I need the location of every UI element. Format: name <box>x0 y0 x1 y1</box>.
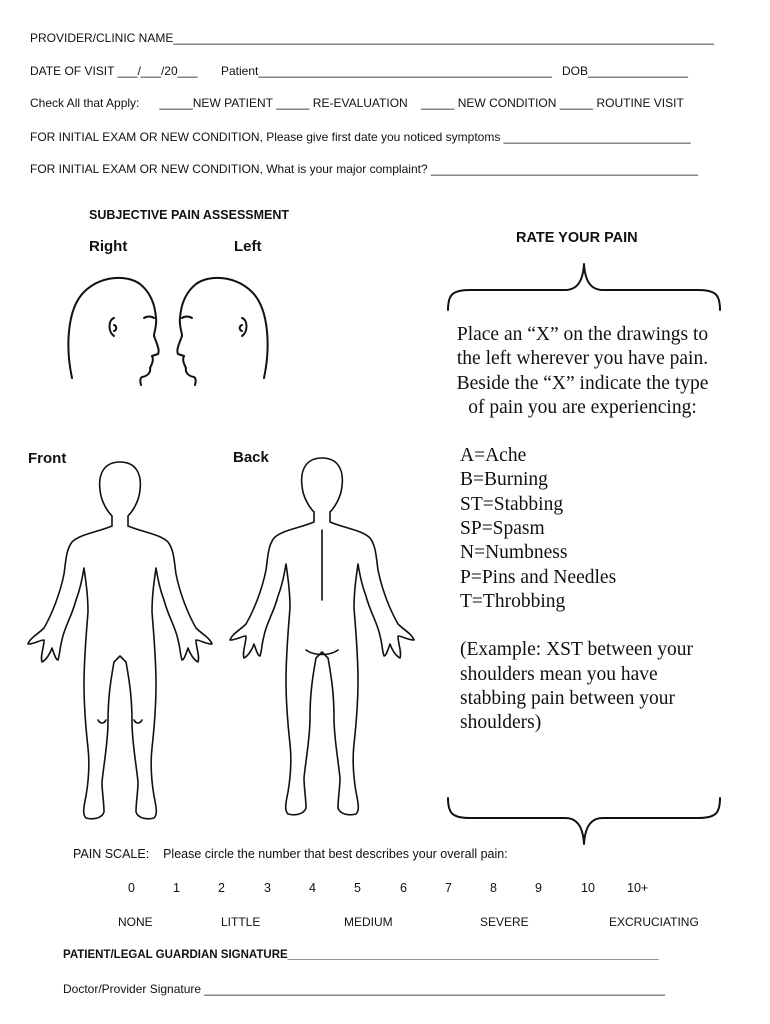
descriptor-medium: MEDIUM <box>344 915 393 929</box>
front-label: Front <box>28 450 67 467</box>
brace-top-drawing <box>448 264 720 310</box>
pain-code-spasm: SP=Spasm <box>460 518 545 540</box>
front-body-drawing <box>28 462 212 819</box>
pain-scale-1[interactable]: 1 <box>173 881 180 895</box>
major-complaint-line[interactable]: FOR INITIAL EXAM OR NEW CONDITION, What is your major complaint? ________________________________________ <box>30 162 698 176</box>
check-all-line[interactable]: Check All that Apply: _____NEW PATIENT _____ RE-EVALUATION _____ NEW CONDITION _____ ROUTINE VISIT <box>30 96 684 110</box>
pain-code-ache: A=Ache <box>460 445 527 467</box>
head-left-profile-drawing <box>177 278 267 385</box>
doctor-provider-signature-line[interactable]: Doctor/Provider Signature _____________________________________________________________________ <box>63 982 665 996</box>
pain-scale-5[interactable]: 5 <box>354 881 361 895</box>
pain-code-throbbing: T=Throbbing <box>460 590 566 612</box>
pain-type-code-list <box>440 444 725 614</box>
date-patient-dob-line[interactable]: DATE OF VISIT ___/___/20___ Patient____________________________________________ DOB_______________ <box>30 64 689 78</box>
pain-code-pins-needles: P=Pins and Needles <box>460 566 617 588</box>
rate-your-pain-title: RATE YOUR PAIN <box>516 230 638 246</box>
pain-code-stabbing: ST=Stabbing <box>460 493 564 515</box>
pain-scale-0[interactable]: 0 <box>128 881 135 895</box>
descriptor-little: LITTLE <box>221 915 261 929</box>
right-label: Right <box>89 238 128 255</box>
pain-scale-prompt: PAIN SCALE: Please circle the number that best describes your overall pain: <box>73 847 508 861</box>
pain-code-burning: B=Burning <box>460 469 548 491</box>
subjective-pain-assessment-title: SUBJECTIVE PAIN ASSESSMENT <box>89 208 290 222</box>
descriptor-severe: SEVERE <box>480 915 529 929</box>
descriptor-excruciating: EXCRUCIATING <box>609 915 699 929</box>
pain-scale-10-plus[interactable]: 10+ <box>627 881 649 895</box>
pain-scale-6[interactable]: 6 <box>400 881 407 895</box>
pain-scale-7[interactable]: 7 <box>445 881 452 895</box>
pain-scale-9[interactable]: 9 <box>535 881 542 895</box>
provider-clinic-name-line[interactable]: PROVIDER/CLINIC NAME_________________________________________________________________________________ <box>30 31 714 45</box>
pain-code-numbness: N=Numbness <box>460 542 568 564</box>
back-body-drawing <box>230 458 414 815</box>
brace-bottom-drawing <box>448 798 720 844</box>
patient-guardian-signature-line[interactable]: PATIENT/LEGAL GUARDIAN SIGNATURE__________________________________________________________ <box>63 949 659 961</box>
instructions-example: (Example: XST between your shoulders mean you have stabbing pain between your shoulders) <box>460 639 694 734</box>
pain-scale-10[interactable]: 10 <box>581 881 595 895</box>
head-right-profile-drawing <box>68 278 158 385</box>
left-label: Left <box>234 238 262 255</box>
pain-scale-2[interactable]: 2 <box>218 881 225 895</box>
back-label: Back <box>233 449 269 466</box>
instructions-intro: Place an “X” on the drawings to the left wherever you have pain. Beside the “X” indicate the type of pain you are experiencing: <box>456 324 709 418</box>
pain-scale-8[interactable]: 8 <box>490 881 497 895</box>
pain-scale-4[interactable]: 4 <box>309 881 316 895</box>
first-date-symptoms-line[interactable]: FOR INITIAL EXAM OR NEW CONDITION, Please give first date you noticed symptoms ____________________________ <box>30 130 691 144</box>
rate-pain-instructions <box>440 323 725 735</box>
descriptor-none: NONE <box>118 915 153 929</box>
pain-scale-3[interactable]: 3 <box>264 881 271 895</box>
